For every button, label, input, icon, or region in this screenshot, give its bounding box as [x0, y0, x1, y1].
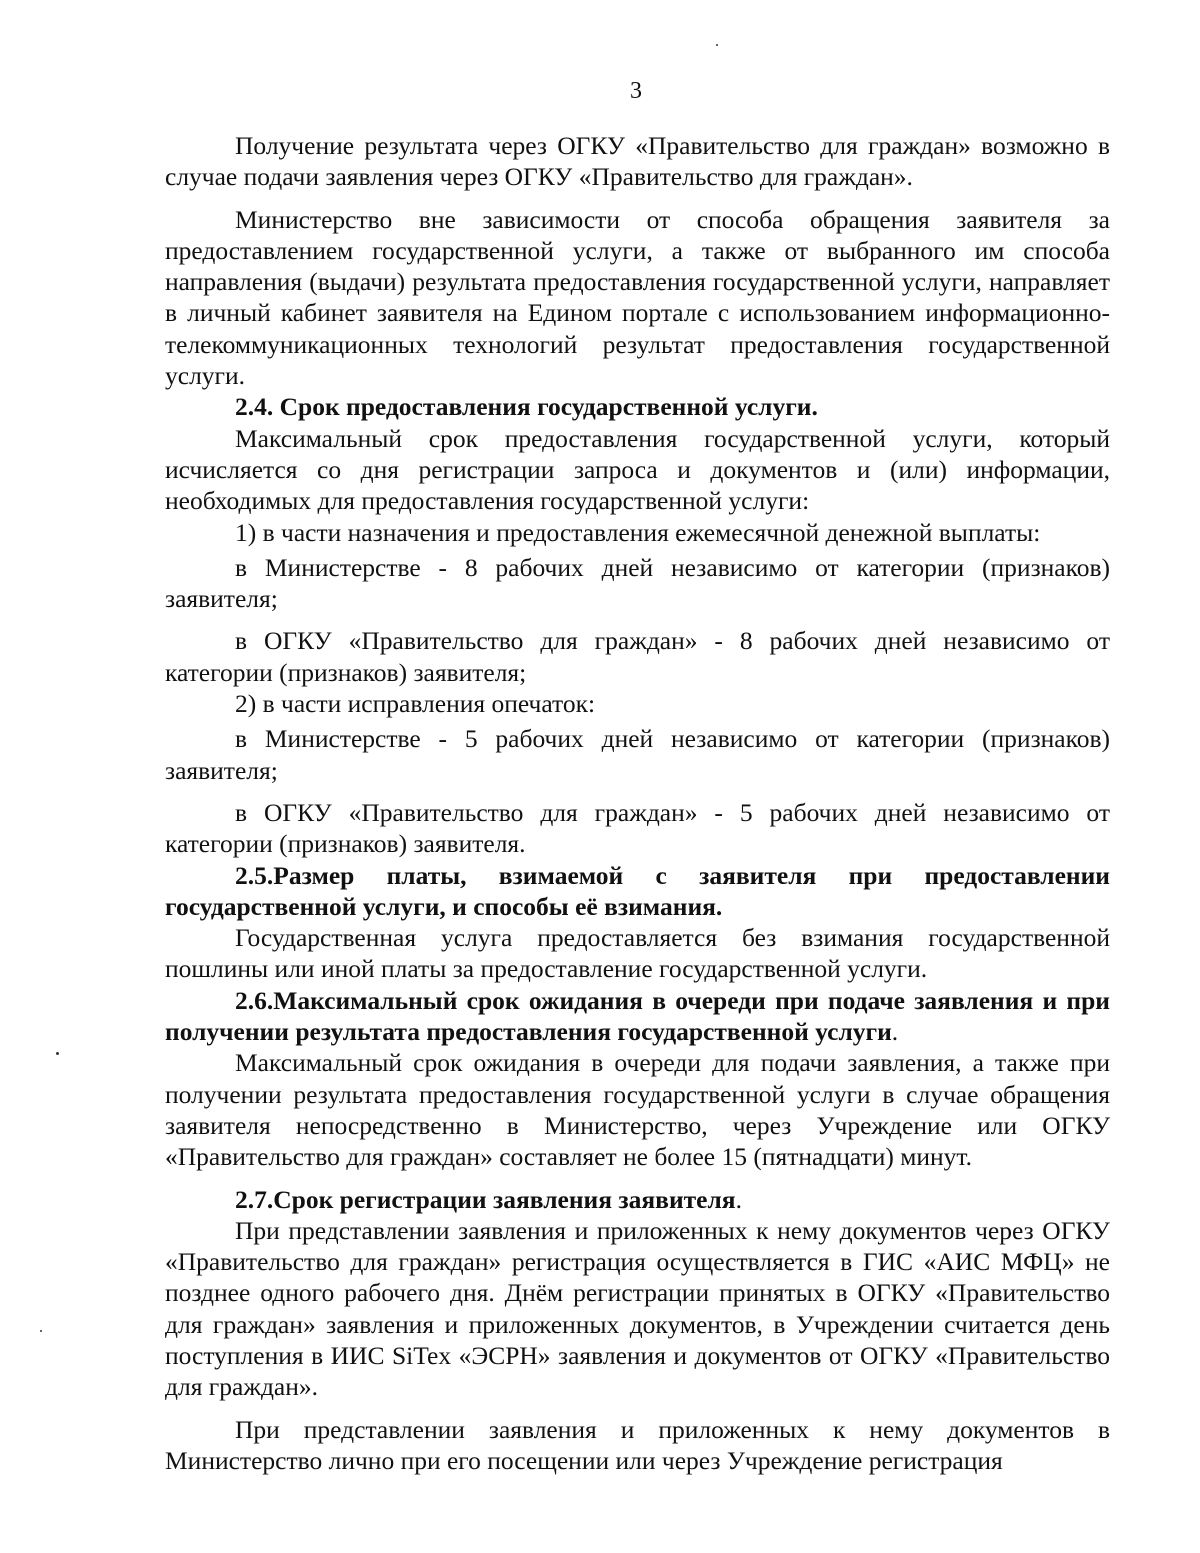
heading-2-7-text: 2.7.Срок регистрации заявления заявителя [235, 1184, 736, 1214]
paragraph-no-fee: Государственная услуга предоставляется без взимания государственной пошлины или иной платы за предоставление государственной услуги. [165, 923, 1110, 984]
heading-2-7 [165, 1184, 1110, 1215]
heading-2-7-period: . [735, 1184, 742, 1214]
paragraph-ministry-sends-result: Министерство вне зависимости от способа обращения заявителя за предоставлением государственной услуги, а также от выбранного им способа направления (выдачи) результата предоставления государственной услуги, направляет в личный кабинет заявителя на Едином портале с использованием информационно-телекоммуникационных технологий результат предоставления государственной услуги. [165, 204, 1110, 391]
heading-2-6-text: 2.6.Максимальный срок ожидания в очереди при подаче заявления и при получении результата предоставления государственной услуги [165, 985, 1110, 1047]
page-number: 3 [630, 78, 642, 104]
paragraph-max-term: Максимальный срок предоставления государственной услуги, который исчисляется со дня регистрации запроса и документов и (или) информации, необходимых для предоставления государственной услуги: [165, 423, 1110, 516]
scan-speck [56, 1052, 59, 1055]
heading-2-4: 2.4. Срок предоставления государственной услуги. [235, 392, 818, 422]
paragraph-queue-wait: Максимальный срок ожидания в очереди для подачи заявления, а также при получении результата предоставления государственной услуги в случае обращения заявителя непосредственно в Министерство, через Учреждение или ОГКУ «Правительство для граждан» составляет не более 15 (пятнадцати) минут. [165, 1048, 1110, 1172]
list-item-1: 1) в части назначения и предоставления ежемесячной денежной выплаты: [235, 517, 1041, 547]
scan-speck [40, 1330, 42, 1332]
paragraph-ogku-5-days: в ОГКУ «Правительство для граждан» - 5 рабочих дней независимо от категории (признаков) заявителя. [165, 797, 1110, 859]
paragraph-registration-ministry: При представлении заявления и приложенных к нему документов в Министерство лично при его посещении или через Учреждение регистрация [165, 1414, 1110, 1475]
document-body [165, 130, 1110, 1476]
scan-speck [716, 44, 718, 46]
paragraph-ministry-8-days: в Министерстве - 8 рабочих дней независимо от категории (признаков) заявителя; [165, 552, 1110, 614]
paragraph-registration-ogku: При представлении заявления и приложенных к нему документов через ОГКУ «Правительство для граждан» регистрация осуществляется в ГИС «АИС МФЦ» не позднее одного рабочего дня. Днём регистрации принятых в ОГКУ «Правительство для граждан» заявления и приложенных документов, в Учреждении считается день поступления в ИИС SiTex «ЭСРН» заявления и документов от ОГКУ «Правительство для граждан». [165, 1215, 1110, 1402]
heading-2-6-period: . [891, 1017, 899, 1047]
paragraph-ministry-5-days: в Министерстве - 5 рабочих дней независимо от категории (признаков) заявителя; [165, 724, 1110, 785]
heading-2-6 [165, 985, 1110, 1048]
list-item-2: 2) в части исправления опечаток: [235, 689, 596, 719]
paragraph-ogku-8-days: в ОГКУ «Правительство для граждан» - 8 рабочих дней независимо от категории (признаков) заявителя; [165, 626, 1110, 687]
paragraph-result-via-ogku: Получение результата через ОГКУ «Правительство для граждан» возможно в случае подачи заявления через ОГКУ «Правительство для граждан». [165, 131, 1110, 192]
heading-2-5: 2.5.Размер платы, взимаемой с заявителя при предоставлении государственной услуги, и способы её взимания. [165, 860, 1110, 921]
